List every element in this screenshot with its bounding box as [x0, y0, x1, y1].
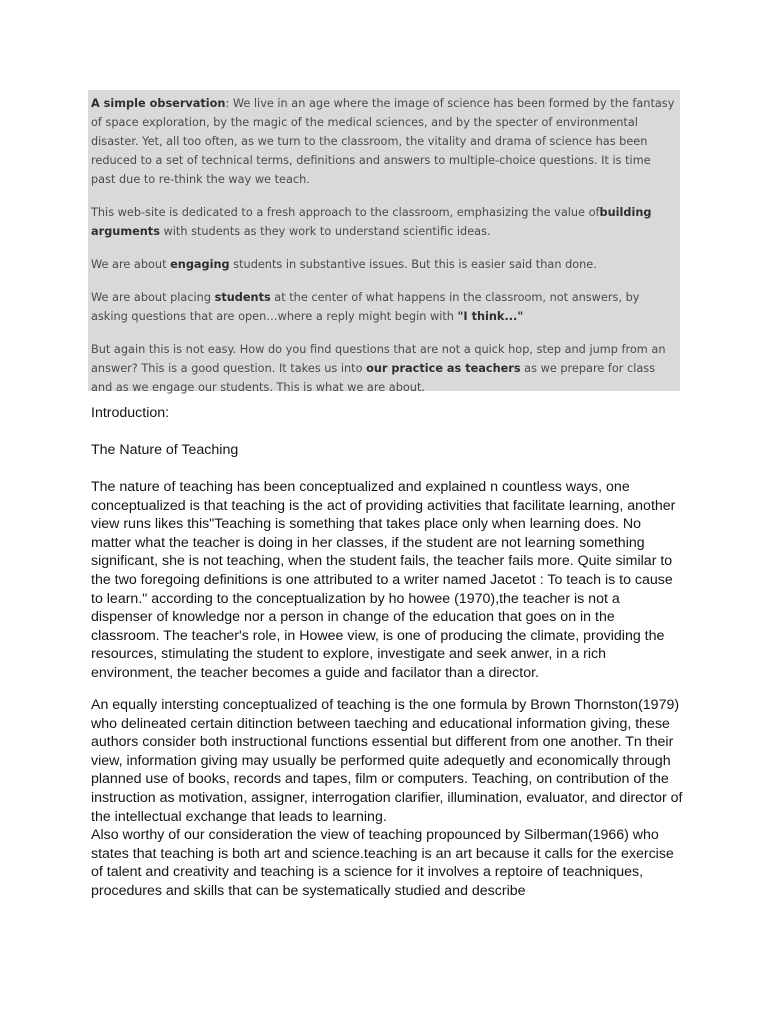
callout-emphasis: building arguments: [91, 206, 652, 238]
paragraph-nature-of-teaching: The nature of teaching has been conceptualized and explained n countless ways, one conceptualized is that teaching is the act of providing activities that facilitate learning, another view runs likes this"Teaching is something that takes place only when learning does. No matter what the teacher is doing in her classes, if the student are not learning something significant, she is not teaching, when the student fails, the teacher fails more. Quite similar to the two foregoing definitions is one attributed to a writer named Jacetot : To teach is to cause to learn." according to the conceptualization by ho howee (1970),the teacher is not a dispenser of knowledge nor a person in change of the education that goes on in the classroom. The teacher's role, in Howee view, is one of producing the climate, providing the resources, stimulating the student to explore, investigate and seek anwer, in a rich environment, the teacher becomes a guide and facilator than a director.: [91, 479, 676, 681]
callout-text: This web-site is dedicated to a fresh approach to the classroom, emphasizing the value of: [91, 206, 600, 219]
paragraph-group: [91, 696, 683, 901]
callout-text: We are about: [91, 258, 171, 271]
callout-text: students in substantive issues. But this is easier said than done.: [229, 258, 597, 271]
callout-text: as we prepare for class and as we engage our students. This is what we are about.: [91, 362, 656, 394]
callout-paragraph-observation: [91, 94, 677, 189]
introduction-heading: Introduction:: [91, 405, 170, 421]
callout-emphasis: engaging: [170, 258, 230, 271]
callout-emphasis: "I think...": [457, 310, 524, 323]
callout-text: : We live in an age where the image of science has been formed by the fantasy of space exploration, by the magic of the medical sciences, and by the specter of environmental disaster. Yet, all too often, as we turn to the classroom, the vitality and drama of science has been reduced to a set of technical terms, definitions and answers to multiple-choice questions. It is time past due to re-think the way we teach.: [91, 97, 675, 186]
callout-text: with students as they work to understand scientific ideas.: [159, 225, 491, 238]
callout-emphasis: our practice as teachers: [366, 362, 521, 375]
callout-text: at the center of what happens in the classroom, not answers, by asking questions that are open…where a reply might begin with: [91, 291, 640, 323]
paragraph-brown-thornston: An equally intersting conceptualized of teaching is the one formula by Brown Thornston(1979) who delineated certain ditinction between taeching and educational information giving, these authors consider both instructional functions essential but different from one another. Tn their view, information giving may usually be performed quite adequetly and economically through planned use of books, records and tapes, film or computers. Teaching, on contribution of the instruction as motivation, assigner, interrogation clarifier, illumination, evaluator, and director of the intellectual exchange that leads to learning.: [91, 697, 683, 825]
callout-text: We are about placing: [91, 291, 215, 304]
callout-text: But again this is not easy. How do you find questions that are not a quick hop, step and jump from an answer? This is a good question. It takes us into: [91, 343, 666, 375]
section-heading: The Nature of Teaching: [91, 442, 239, 458]
callout-paragraph-students: [91, 288, 677, 326]
callout-lead-label: A simple observation: [91, 97, 226, 110]
paragraph-silberman: Also worthy of our consideration the view of teaching propounced by Silberman(1966) who states that teaching is both art and science.teaching is an art because it calls for the exercise of talent and creativity and teaching is a science for it involves a reptoire of teachniques, procedures and skills that can be systematically studied and describe: [91, 827, 674, 899]
intro-callout-box: [88, 90, 680, 394]
callout-paragraph-website: [91, 203, 677, 241]
callout-paragraph-practice: [91, 340, 677, 397]
callout-emphasis: students: [214, 291, 271, 304]
callout-paragraph-engaging: [91, 255, 677, 274]
